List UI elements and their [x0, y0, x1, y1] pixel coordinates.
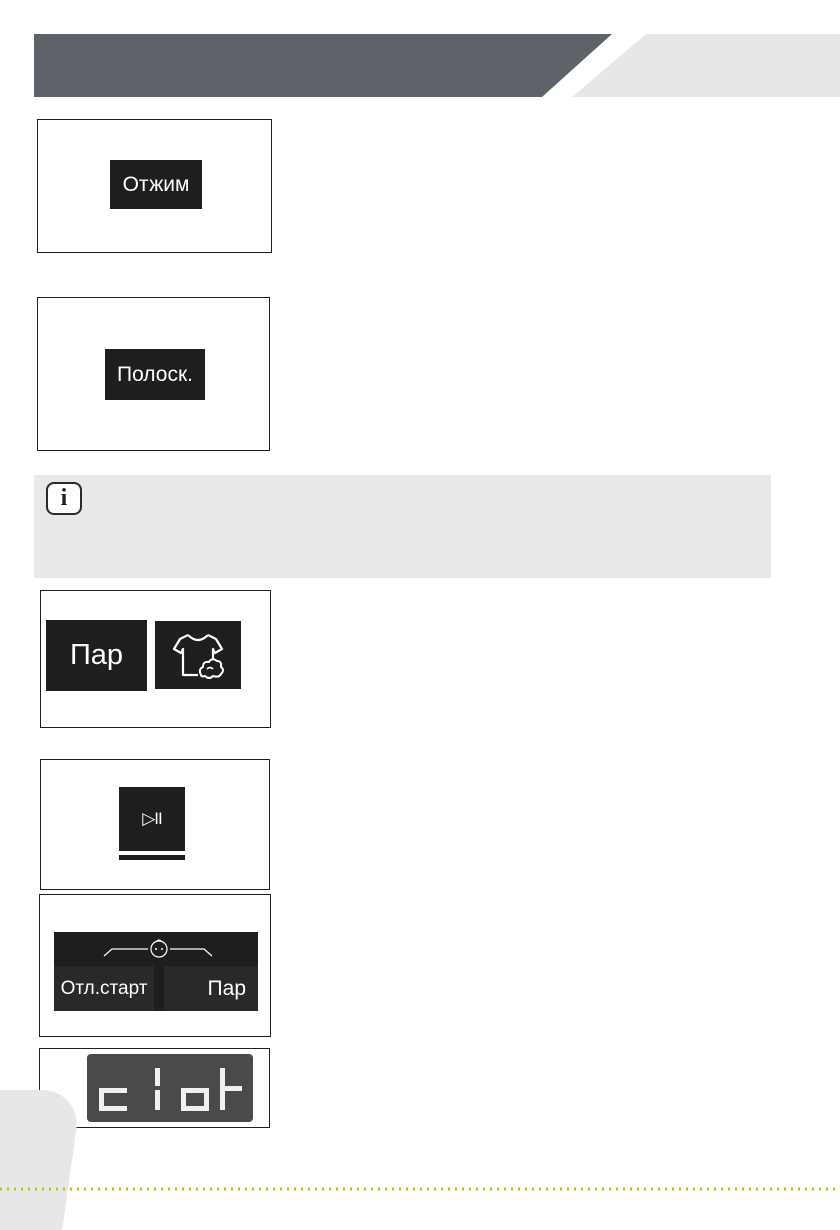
- delay-start-button[interactable]: [54, 966, 154, 1011]
- start-pause-underline: [119, 855, 185, 860]
- child-lock-face-icon: [151, 940, 167, 957]
- page-corner-tab: [0, 1090, 82, 1230]
- child-lock-panel: [54, 932, 258, 1011]
- header-dark-band: [34, 34, 612, 97]
- bottom-dotted-line: [0, 1186, 840, 1192]
- page-header-banner: [0, 0, 840, 100]
- play-pause-icon: [119, 787, 185, 851]
- header-light-tab: [572, 34, 840, 97]
- info-icon-glyph: i: [60, 485, 68, 511]
- play-pause-glyph: ▷II: [142, 809, 162, 828]
- steam-button-2[interactable]: [164, 966, 258, 1011]
- segment-display: [87, 1054, 253, 1122]
- spin-figure: [37, 119, 272, 253]
- delay-start-label: Отл.старт: [60, 977, 148, 999]
- segment-display-digits: [87, 1054, 253, 1122]
- steam-button-2-label: Пар: [207, 976, 246, 1000]
- start-pause-button[interactable]: [119, 787, 185, 860]
- spin-button[interactable]: [110, 160, 202, 209]
- rinse-button-label: Полоск.: [116, 362, 193, 386]
- rinse-button[interactable]: [105, 349, 205, 400]
- steam-button-label: Пар: [69, 639, 124, 671]
- start-pause-figure: [40, 759, 270, 890]
- steam-button[interactable]: [46, 620, 147, 691]
- steam-figure: [40, 590, 271, 728]
- child-lock-figure: [39, 894, 271, 1037]
- info-icon: [46, 482, 82, 515]
- rinse-figure: [37, 297, 270, 451]
- shirt-steam-icon: [168, 625, 228, 685]
- spin-button-label: Отжим: [122, 172, 190, 196]
- info-note-bar: [34, 475, 771, 578]
- shirt-steam-button[interactable]: [155, 621, 241, 689]
- child-lock-bracket: [54, 932, 258, 966]
